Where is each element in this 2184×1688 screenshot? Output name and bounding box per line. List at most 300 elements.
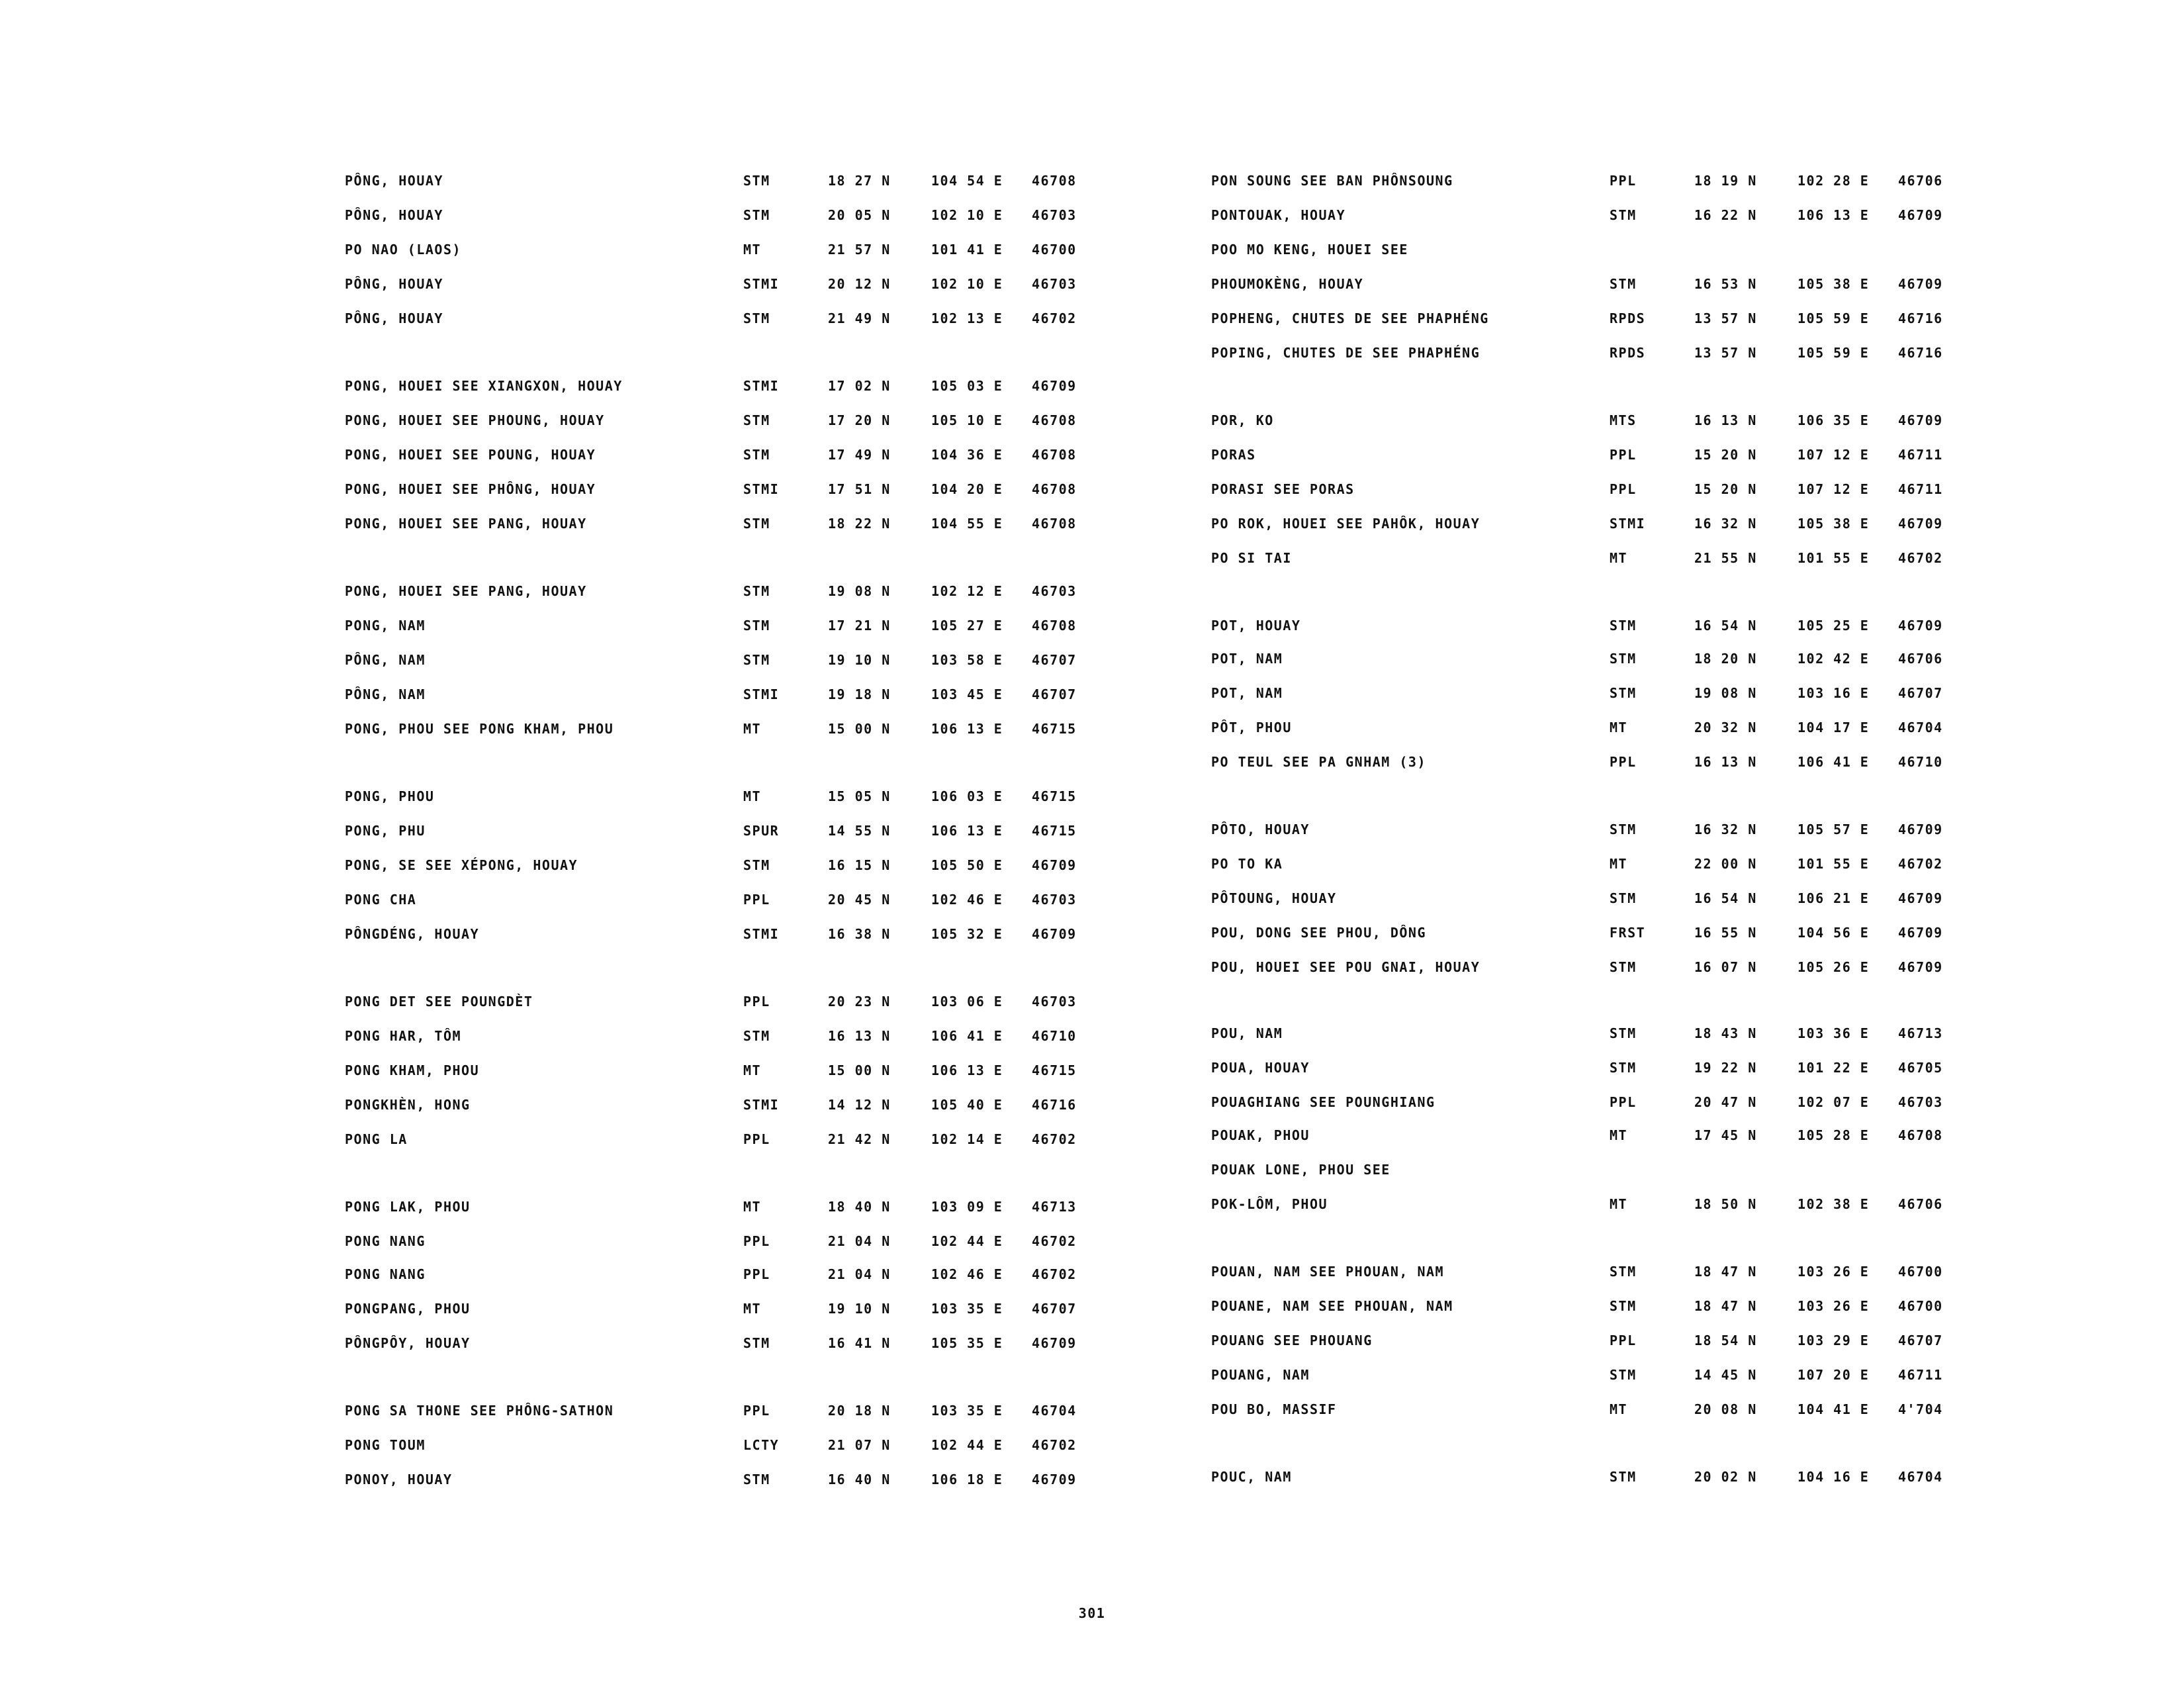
entry-code: 46715 <box>1032 1062 1077 1078</box>
entry-type: PPL <box>743 892 770 908</box>
entry-code: 46704 <box>1898 1469 1943 1485</box>
entry-lat: 18 19 N <box>1694 173 1757 189</box>
entry-name: POUANE, NAM SEE PHOUAN, NAM <box>1211 1298 1453 1314</box>
entry-lat: 18 27 N <box>828 173 891 189</box>
entry-lon: 106 35 E <box>1797 412 1870 428</box>
entry-name: PONG DET SEE POUNGDÈT <box>345 994 533 1009</box>
entry-lon: 104 56 E <box>1797 925 1870 941</box>
entry-code: 46716 <box>1032 1097 1077 1113</box>
entry-type: STM <box>1610 1367 1637 1383</box>
entry-code: 46707 <box>1898 685 1943 701</box>
entry-lat: 13 57 N <box>1694 310 1757 326</box>
entry-lon: 102 42 E <box>1797 651 1870 667</box>
entry-type: MT <box>743 242 762 258</box>
entry-lat: 17 49 N <box>828 447 891 463</box>
entry-lon: 106 13 E <box>931 721 1003 737</box>
entry-lat: 18 20 N <box>1694 651 1757 667</box>
entry-lon: 103 58 E <box>931 652 1003 668</box>
entry-type: STM <box>743 1028 770 1044</box>
entry-lon: 102 46 E <box>931 1266 1003 1282</box>
entry-name: PÔNG, HOUAY <box>345 276 443 292</box>
entry-lat: 20 47 N <box>1694 1094 1757 1110</box>
entry-lon: 106 03 E <box>931 788 1003 804</box>
entry-code: 46711 <box>1898 1367 1943 1383</box>
entry-lat: 15 05 N <box>828 788 891 804</box>
entry-type: PPL <box>1610 1094 1637 1110</box>
entry-name: PÔNG, HOUAY <box>345 173 443 189</box>
entry-name: PONG, PHU <box>345 823 426 839</box>
entry-type: MT <box>1610 550 1628 566</box>
entry-type: STM <box>743 652 770 668</box>
entry-type: PPL <box>1610 173 1637 189</box>
entry-lon: 107 12 E <box>1797 447 1870 463</box>
entry-type: STM <box>1610 1469 1637 1485</box>
entry-lon: 103 35 E <box>931 1403 1003 1419</box>
entry-name: PONG LAK, PHOU <box>345 1199 471 1215</box>
entry-lon: 106 41 E <box>1797 754 1870 770</box>
entry-name: POUANG, NAM <box>1211 1367 1310 1383</box>
entry-code: 4'704 <box>1898 1401 1943 1417</box>
entry-type: STM <box>1610 1264 1637 1280</box>
entry-lat: 19 10 N <box>828 652 891 668</box>
entry-lon: 104 55 E <box>931 516 1003 532</box>
entry-lat: 16 32 N <box>1694 821 1757 837</box>
entry-code: 46709 <box>1898 207 1943 223</box>
entry-name: PONG, HOUEI SEE PANG, HOUAY <box>345 583 587 599</box>
entry-type: PPL <box>743 1131 770 1147</box>
entry-type: MT <box>1610 720 1628 735</box>
entry-name: POPHENG, CHUTES DE SEE PHAPHÉNG <box>1211 310 1489 326</box>
entry-name: POT, NAM <box>1211 685 1283 701</box>
entry-name: PONG, HOUEI SEE PHÔNG, HOUAY <box>345 481 596 497</box>
entry-code: 46707 <box>1032 652 1077 668</box>
entry-code: 46713 <box>1898 1025 1943 1041</box>
entry-code: 46708 <box>1032 447 1077 463</box>
entry-code: 46702 <box>1032 310 1077 326</box>
entry-name: POPING, CHUTES DE SEE PHAPHÉNG <box>1211 345 1480 361</box>
entry-lat: 20 23 N <box>828 994 891 1009</box>
entry-type: FRST <box>1610 925 1646 941</box>
entry-code: 46709 <box>1032 857 1077 873</box>
entry-lat: 16 13 N <box>828 1028 891 1044</box>
entry-name: PÔTOUNG, HOUAY <box>1211 890 1337 906</box>
entry-code: 46709 <box>1898 890 1943 906</box>
entry-lon: 105 57 E <box>1797 821 1870 837</box>
entry-lat: 14 12 N <box>828 1097 891 1113</box>
entry-lon: 105 35 E <box>931 1335 1003 1351</box>
entry-lat: 16 32 N <box>1694 516 1757 532</box>
entry-lat: 16 15 N <box>828 857 891 873</box>
entry-name: PONG NANG <box>345 1266 426 1282</box>
entry-code: 46709 <box>1032 1335 1077 1351</box>
entry-name: POT, HOUAY <box>1211 618 1301 633</box>
entry-lon: 103 06 E <box>931 994 1003 1009</box>
entry-lon: 105 38 E <box>1797 516 1870 532</box>
entry-code: 46706 <box>1898 173 1943 189</box>
entry-type: RPDS <box>1610 345 1646 361</box>
entry-name: PONGKHÈN, HONG <box>345 1097 471 1113</box>
entry-code: 46700 <box>1032 242 1077 258</box>
entry-type: STM <box>1610 1025 1637 1041</box>
entry-code: 46708 <box>1032 412 1077 428</box>
entry-lat: 16 07 N <box>1694 959 1757 975</box>
entry-lon: 102 10 E <box>931 207 1003 223</box>
entry-name: PHOUMOKÈNG, HOUAY <box>1211 276 1364 292</box>
entry-type: STM <box>1610 890 1637 906</box>
entry-code: 46709 <box>1032 926 1077 942</box>
entry-name: PO TO KA <box>1211 856 1283 872</box>
entry-lon: 106 13 E <box>931 823 1003 839</box>
entry-code: 46707 <box>1032 686 1077 702</box>
entry-code: 46708 <box>1898 1127 1943 1143</box>
entry-code: 46713 <box>1032 1199 1077 1215</box>
entry-name: POK-LÔM, PHOU <box>1211 1196 1328 1212</box>
entry-type: MTS <box>1610 412 1637 428</box>
entry-code: 46700 <box>1898 1298 1943 1314</box>
entry-type: STM <box>1610 207 1637 223</box>
entry-lat: 18 43 N <box>1694 1025 1757 1041</box>
entry-type: PPL <box>743 994 770 1009</box>
entry-code: 46709 <box>1898 925 1943 941</box>
entry-type: PPL <box>743 1233 770 1249</box>
entry-code: 46706 <box>1898 651 1943 667</box>
entry-type: PPL <box>743 1403 770 1419</box>
entry-lat: 16 22 N <box>1694 207 1757 223</box>
entry-type: LCTY <box>743 1437 780 1453</box>
entry-code: 46710 <box>1032 1028 1077 1044</box>
entry-lat: 21 57 N <box>828 242 891 258</box>
entry-lon: 104 41 E <box>1797 1401 1870 1417</box>
entry-code: 46710 <box>1898 754 1943 770</box>
entry-name: PONOY, HOUAY <box>345 1472 453 1487</box>
entry-lat: 16 53 N <box>1694 276 1757 292</box>
entry-lon: 103 26 E <box>1797 1264 1870 1280</box>
entry-name: PONG, HOUEI SEE PHOUNG, HOUAY <box>345 412 605 428</box>
entry-code: 46704 <box>1898 720 1943 735</box>
entry-lon: 105 03 E <box>931 378 1003 394</box>
entry-lat: 16 38 N <box>828 926 891 942</box>
entry-lon: 103 16 E <box>1797 685 1870 701</box>
entry-type: STM <box>1610 651 1637 667</box>
entry-type: STM <box>743 618 770 633</box>
entry-lat: 20 08 N <box>1694 1401 1757 1417</box>
entry-code: 46709 <box>1898 618 1943 633</box>
entry-type: MT <box>743 1301 762 1317</box>
entry-lat: 19 18 N <box>828 686 891 702</box>
entry-lon: 106 13 E <box>1797 207 1870 223</box>
entry-code: 46716 <box>1898 345 1943 361</box>
entry-lon: 106 18 E <box>931 1472 1003 1487</box>
entry-code: 46702 <box>1032 1131 1077 1147</box>
entry-lon: 107 12 E <box>1797 481 1870 497</box>
entry-code: 46709 <box>1898 276 1943 292</box>
entry-lon: 105 59 E <box>1797 345 1870 361</box>
entry-name: PONG CHA <box>345 892 417 908</box>
entry-lat: 13 57 N <box>1694 345 1757 361</box>
entry-code: 46707 <box>1032 1301 1077 1317</box>
entry-code: 46708 <box>1032 516 1077 532</box>
entry-name: PONG SA THONE SEE PHÔNG-SATHON <box>345 1403 614 1419</box>
entry-type: STM <box>743 207 770 223</box>
entry-lat: 16 13 N <box>1694 754 1757 770</box>
entry-lat: 16 54 N <box>1694 890 1757 906</box>
entry-name: PONG, NAM <box>345 618 426 633</box>
entry-type: STM <box>1610 1298 1637 1314</box>
entry-type: STM <box>1610 821 1637 837</box>
entry-name: PÔNG, NAM <box>345 686 426 702</box>
entry-lon: 105 38 E <box>1797 276 1870 292</box>
entry-type: MT <box>1610 1127 1628 1143</box>
entry-code: 46709 <box>1898 959 1943 975</box>
entry-type: STM <box>743 447 770 463</box>
entry-code: 46703 <box>1032 583 1077 599</box>
entry-type: STMI <box>743 378 780 394</box>
entry-lon: 103 35 E <box>931 1301 1003 1317</box>
entry-lat: 16 55 N <box>1694 925 1757 941</box>
entry-name: PÔT, PHOU <box>1211 720 1292 735</box>
entry-lon: 103 09 E <box>931 1199 1003 1215</box>
entry-lon: 104 17 E <box>1797 720 1870 735</box>
entry-type: MT <box>1610 1196 1628 1212</box>
entry-lat: 21 04 N <box>828 1266 891 1282</box>
entry-lon: 104 36 E <box>931 447 1003 463</box>
page-number: 301 <box>1078 1605 1106 1621</box>
entry-code: 46715 <box>1032 721 1077 737</box>
entry-name: PORAS <box>1211 447 1256 463</box>
entry-code: 46703 <box>1898 1094 1943 1110</box>
entry-code: 46716 <box>1898 310 1943 326</box>
entry-lat: 20 18 N <box>828 1403 891 1419</box>
entry-lat: 15 20 N <box>1694 447 1757 463</box>
entry-name: POUA, HOUAY <box>1211 1060 1310 1076</box>
entry-lon: 103 26 E <box>1797 1298 1870 1314</box>
entry-lat: 17 21 N <box>828 618 891 633</box>
entry-code: 46709 <box>1898 516 1943 532</box>
entry-lon: 105 27 E <box>931 618 1003 633</box>
entry-name: POU BO, MASSIF <box>1211 1401 1337 1417</box>
entry-lat: 20 02 N <box>1694 1469 1757 1485</box>
entry-name: PONG, HOUEI SEE PANG, HOUAY <box>345 516 587 532</box>
entry-name: POU, NAM <box>1211 1025 1283 1041</box>
entry-type: RPDS <box>1610 310 1646 326</box>
entry-type: MT <box>1610 1401 1628 1417</box>
entry-type: STMI <box>743 276 780 292</box>
entry-type: STM <box>743 583 770 599</box>
entry-name: POUAK, PHOU <box>1211 1127 1310 1143</box>
entry-name: PÔTO, HOUAY <box>1211 821 1310 837</box>
entry-lon: 105 32 E <box>931 926 1003 942</box>
entry-name: PÔNGPÔY, HOUAY <box>345 1335 471 1351</box>
entry-lon: 102 38 E <box>1797 1196 1870 1212</box>
entry-code: 46703 <box>1032 276 1077 292</box>
entry-name: PÔNGDÉNG, HOUAY <box>345 926 480 942</box>
entry-lat: 20 05 N <box>828 207 891 223</box>
entry-code: 46702 <box>1898 550 1943 566</box>
entry-name: POU, HOUEI SEE POU GNAI, HOUAY <box>1211 959 1480 975</box>
entry-lat: 22 00 N <box>1694 856 1757 872</box>
entry-lon: 106 41 E <box>931 1028 1003 1044</box>
entry-type: STM <box>743 412 770 428</box>
entry-lat: 19 08 N <box>828 583 891 599</box>
entry-name: PONGPANG, PHOU <box>345 1301 471 1317</box>
entry-lat: 21 07 N <box>828 1437 891 1453</box>
entry-code: 46708 <box>1032 481 1077 497</box>
entry-name: PO SI TAI <box>1211 550 1292 566</box>
entry-lat: 14 55 N <box>828 823 891 839</box>
entry-name: PON SOUNG SEE BAN PHÔNSOUNG <box>1211 173 1453 189</box>
entry-code: 46711 <box>1898 447 1943 463</box>
entry-lon: 103 45 E <box>931 686 1003 702</box>
entry-type: STMI <box>743 481 780 497</box>
entry-type: STM <box>743 857 770 873</box>
entry-name: PONG LA <box>345 1131 408 1147</box>
entry-type: STM <box>1610 1060 1637 1076</box>
entry-name: PONG, PHOU SEE PONG KHAM, PHOU <box>345 721 614 737</box>
entry-lat: 14 45 N <box>1694 1367 1757 1383</box>
entry-code: 46703 <box>1032 892 1077 908</box>
entry-name: PONG NANG <box>345 1233 426 1249</box>
entry-lat: 18 54 N <box>1694 1333 1757 1348</box>
entry-name: PORASI SEE PORAS <box>1211 481 1355 497</box>
entry-name: POUAK LONE, PHOU SEE <box>1211 1162 1390 1178</box>
entry-lon: 102 10 E <box>931 276 1003 292</box>
entry-lat: 15 00 N <box>828 1062 891 1078</box>
entry-lat: 20 12 N <box>828 276 891 292</box>
entry-type: SPUR <box>743 823 780 839</box>
entry-lat: 18 47 N <box>1694 1298 1757 1314</box>
entry-type: MT <box>743 721 762 737</box>
entry-lon: 102 13 E <box>931 310 1003 326</box>
entry-lon: 107 20 E <box>1797 1367 1870 1383</box>
entry-lat: 16 54 N <box>1694 618 1757 633</box>
entry-code: 46702 <box>1032 1437 1077 1453</box>
entry-type: PPL <box>743 1266 770 1282</box>
entry-name: PO ROK, HOUEI SEE PAHÔK, HOUAY <box>1211 516 1480 532</box>
entry-lon: 102 28 E <box>1797 173 1870 189</box>
entry-type: STM <box>743 1472 770 1487</box>
entry-lat: 16 13 N <box>1694 412 1757 428</box>
entry-name: PO TEUL SEE PA GNHAM (3) <box>1211 754 1426 770</box>
entry-lon: 106 13 E <box>931 1062 1003 1078</box>
entry-lat: 18 40 N <box>828 1199 891 1215</box>
entry-code: 46707 <box>1898 1333 1943 1348</box>
entry-lat: 17 02 N <box>828 378 891 394</box>
entry-lat: 21 42 N <box>828 1131 891 1147</box>
entry-name: PÔNG, NAM <box>345 652 426 668</box>
entry-lat: 15 20 N <box>1694 481 1757 497</box>
entry-lat: 18 50 N <box>1694 1196 1757 1212</box>
entry-code: 46703 <box>1032 207 1077 223</box>
entry-type: STM <box>1610 618 1637 633</box>
entry-code: 46704 <box>1032 1403 1077 1419</box>
entry-code: 46709 <box>1898 821 1943 837</box>
entry-type: MT <box>743 1062 762 1078</box>
entry-code: 46700 <box>1898 1264 1943 1280</box>
entry-lon: 101 22 E <box>1797 1060 1870 1076</box>
entry-code: 46709 <box>1898 412 1943 428</box>
entry-lon: 105 28 E <box>1797 1127 1870 1143</box>
entry-lon: 104 54 E <box>931 173 1003 189</box>
entry-name: POU, DONG SEE PHOU, DÔNG <box>1211 925 1426 941</box>
entry-name: PONG KHAM, PHOU <box>345 1062 480 1078</box>
entry-code: 46703 <box>1032 994 1077 1009</box>
entry-lon: 102 46 E <box>931 892 1003 908</box>
entry-name: POUANG SEE PHOUANG <box>1211 1333 1373 1348</box>
entry-code: 46702 <box>1898 856 1943 872</box>
entry-lon: 105 25 E <box>1797 618 1870 633</box>
entry-lon: 105 50 E <box>931 857 1003 873</box>
entry-type: STM <box>743 516 770 532</box>
entry-name: PONG, HOUEI SEE POUNG, HOUAY <box>345 447 596 463</box>
entry-lat: 16 41 N <box>828 1335 891 1351</box>
entry-lon: 104 20 E <box>931 481 1003 497</box>
entry-name: POUAN, NAM SEE PHOUAN, NAM <box>1211 1264 1445 1280</box>
entry-lon: 102 14 E <box>931 1131 1003 1147</box>
entry-code: 46709 <box>1032 1472 1077 1487</box>
entry-lat: 21 49 N <box>828 310 891 326</box>
entry-type: PPL <box>1610 481 1637 497</box>
entry-name: POUAGHIANG SEE POUNGHIANG <box>1211 1094 1435 1110</box>
entry-lon: 105 10 E <box>931 412 1003 428</box>
entry-type: STMI <box>743 1097 780 1113</box>
entry-type: STMI <box>1610 516 1646 532</box>
entry-type: PPL <box>1610 447 1637 463</box>
entry-lon: 104 16 E <box>1797 1469 1870 1485</box>
entry-lat: 19 08 N <box>1694 685 1757 701</box>
entry-name: PONG, SE SEE XÉPONG, HOUAY <box>345 857 578 873</box>
entry-lon: 101 41 E <box>931 242 1003 258</box>
entry-code: 46709 <box>1032 378 1077 394</box>
entry-name: POO MO KENG, HOUEI SEE <box>1211 242 1408 258</box>
entry-name: PONG HAR, TÔM <box>345 1028 462 1044</box>
entry-type: STMI <box>743 926 780 942</box>
entry-code: 46708 <box>1032 173 1077 189</box>
entry-lat: 18 22 N <box>828 516 891 532</box>
entry-type: STMI <box>743 686 780 702</box>
entry-name: PONTOUAK, HOUAY <box>1211 207 1346 223</box>
entry-name: POR, KO <box>1211 412 1274 428</box>
entry-lat: 19 22 N <box>1694 1060 1757 1076</box>
entry-lat: 19 10 N <box>828 1301 891 1317</box>
entry-type: STM <box>1610 959 1637 975</box>
entry-code: 46702 <box>1032 1266 1077 1282</box>
entry-code: 46715 <box>1032 788 1077 804</box>
entry-code: 46702 <box>1032 1233 1077 1249</box>
entry-lon: 105 26 E <box>1797 959 1870 975</box>
entry-lon: 102 12 E <box>931 583 1003 599</box>
entry-lat: 21 04 N <box>828 1233 891 1249</box>
entry-lon: 101 55 E <box>1797 856 1870 872</box>
entry-code: 46711 <box>1898 481 1943 497</box>
entry-lon: 103 29 E <box>1797 1333 1870 1348</box>
entry-lon: 106 21 E <box>1797 890 1870 906</box>
entry-type: MT <box>743 1199 762 1215</box>
entry-type: STM <box>1610 276 1637 292</box>
entry-lon: 105 40 E <box>931 1097 1003 1113</box>
entry-lon: 102 44 E <box>931 1233 1003 1249</box>
entry-code: 46708 <box>1032 618 1077 633</box>
entry-name: POUC, NAM <box>1211 1469 1292 1485</box>
entry-name: PÔNG, HOUAY <box>345 310 443 326</box>
entry-lat: 17 45 N <box>1694 1127 1757 1143</box>
entry-type: MT <box>743 788 762 804</box>
entry-type: STM <box>743 173 770 189</box>
entry-lat: 18 47 N <box>1694 1264 1757 1280</box>
entry-lat: 17 20 N <box>828 412 891 428</box>
entry-lat: 17 51 N <box>828 481 891 497</box>
entry-type: STM <box>743 1335 770 1351</box>
entry-name: PO NAO (LAOS) <box>345 242 462 258</box>
